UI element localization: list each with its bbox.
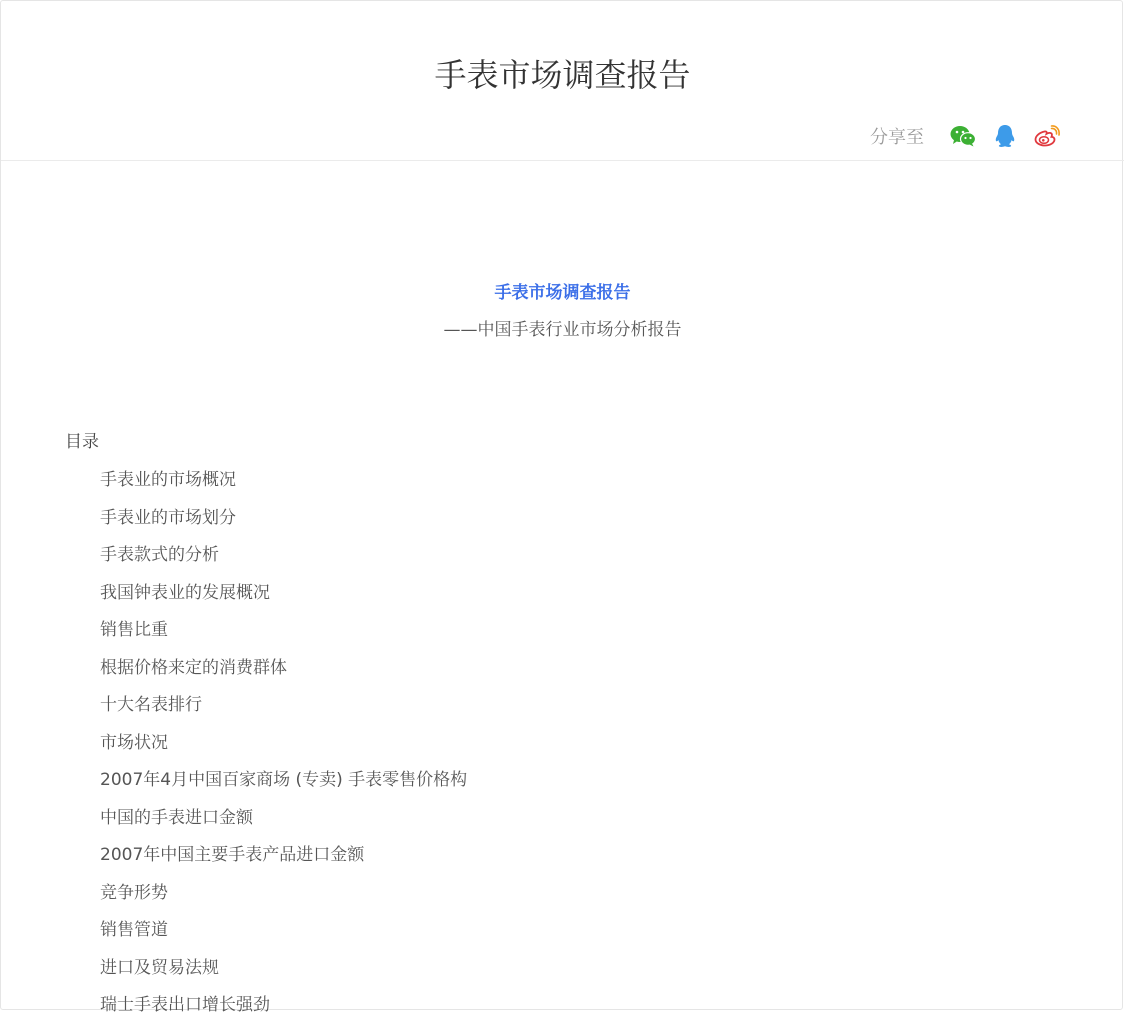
toc-item[interactable]: 我国钟表业的发展概况 — [100, 582, 270, 603]
toc-item[interactable]: 根据价格来定的消费群体 — [100, 657, 287, 678]
toc-item[interactable]: 市场状况 — [100, 732, 168, 753]
toc-item[interactable]: 2007年4月中国百家商场 (专卖) 手表零售价格构 — [100, 770, 468, 790]
weibo-icon[interactable] — [1032, 121, 1062, 151]
toc-item[interactable]: 瑞士手表出口增长强劲 — [100, 995, 270, 1015]
article-header — [1, 1, 1124, 161]
toc-item[interactable]: 销售管道 — [100, 920, 168, 940]
toc-item[interactable]: 销售比重 — [100, 620, 168, 640]
toc-item[interactable]: 中国的手表进口金额 — [100, 807, 253, 828]
toc-item[interactable]: 进口及贸易法规 — [100, 957, 219, 978]
toc-item[interactable]: 手表业的市场划分 — [100, 507, 236, 528]
share-label: 分享至 — [870, 127, 924, 148]
toc-item[interactable]: 竞争形势 — [100, 882, 168, 903]
wechat-icon[interactable] — [948, 121, 978, 151]
toc-heading: 目录 — [65, 432, 99, 452]
toc-list — [100, 469, 467, 1032]
share-bar — [870, 121, 1062, 151]
qq-icon[interactable] — [990, 121, 1020, 151]
document-subtitle: ——中国手表行业市场分析报告 — [443, 320, 682, 340]
toc-item[interactable]: 手表款式的分析 — [100, 545, 219, 565]
document-title: 手表市场调查报告 — [494, 283, 631, 303]
toc-item[interactable]: 2007年中国主要手表产品进口金额 — [100, 845, 365, 865]
toc-item[interactable]: 十大名表排行 — [100, 695, 202, 715]
page-title: 手表市场调查报告 — [434, 56, 691, 94]
toc-item[interactable]: 手表业的市场概况 — [100, 470, 236, 490]
